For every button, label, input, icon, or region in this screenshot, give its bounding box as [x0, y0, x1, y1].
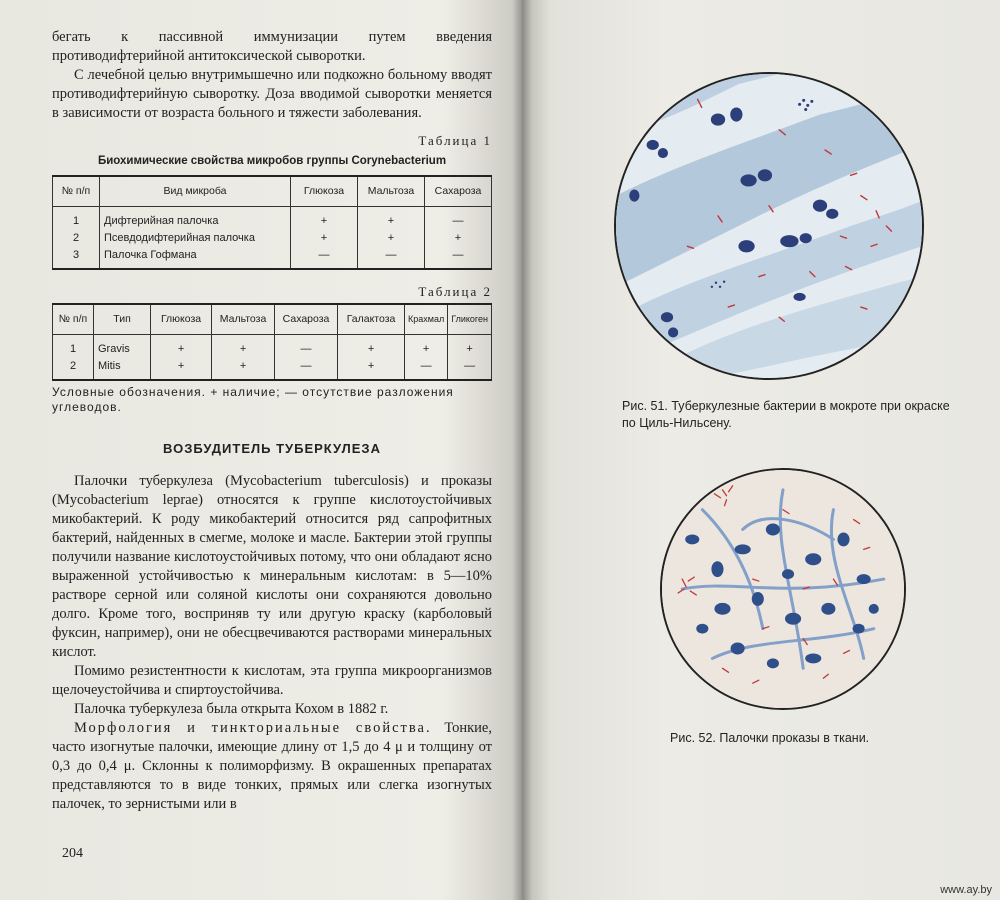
table-2-header: Гликоген — [448, 304, 492, 335]
paragraph-6-text: Тонкие, часто изогнутые палочки, имеющие длину от 1,5 до 4 μ и толщину от 0,3 до 0,4 μ. Склонны к полиморфизму. В окрашенных препаратах представляются то в виде тонких, прямых или слегка изогнутых палочек, то зернистыми или в — [52, 720, 492, 812]
table-cell: + — [212, 358, 275, 380]
table-1-header: Вид микроба — [100, 176, 291, 207]
table-row — [53, 230, 492, 247]
table-cell: + — [448, 335, 492, 359]
table-cell: — — [405, 358, 448, 380]
table-1-title: Биохимические свойства микробов группы Corynebacterium — [97, 155, 447, 167]
table-cell: Mitis — [94, 358, 151, 380]
paragraph-6-lead: Морфология и тинкториальные свойства. — [74, 720, 432, 736]
table-cell: — — [425, 207, 492, 231]
table-2-header: Тип — [94, 304, 151, 335]
table-2-header: Галактоза — [338, 304, 405, 335]
table-cell: — — [448, 358, 492, 380]
watermark: www.ay.by — [940, 884, 992, 896]
figure-51-caption: Рис. 51. Туберкулезные бактерии в мокроте при окраске по Циль-Нильсену. — [622, 399, 950, 430]
table-cell: — — [358, 247, 425, 269]
table-cell: 1 — [53, 335, 94, 359]
paragraph-2: С лечебной целью внутримышечно или подкожно больному вводят противодифтерийную сыворотку. Доза вводимой сыворотки меняется в зависимости от возраста больного и тяжести заболевания. — [52, 67, 492, 121]
table-cell: — — [291, 247, 358, 269]
table-cell: + — [358, 230, 425, 247]
figure-52-caption: Рис. 52. Палочки проказы в ткани. — [670, 731, 870, 745]
table-cell: Gravis — [94, 335, 151, 359]
table-2-header: Глюкоза — [151, 304, 212, 335]
table-cell: — — [275, 335, 338, 359]
table-cell: 1 — [53, 207, 100, 231]
page-number: 204 — [62, 846, 83, 861]
table-cell: + — [291, 207, 358, 231]
table-cell: Дифтерийная палочка — [100, 207, 291, 231]
table-cell: + — [338, 335, 405, 359]
table-cell: Псевдодифтерийная палочка — [100, 230, 291, 247]
table-1-header: Мальтоза — [358, 176, 425, 207]
table-2-header: № п/п — [53, 304, 94, 335]
paragraph-3: Палочки туберкулеза (Mycobacterium tuberculosis) и проказы (Mycobacterium leprae) относятся к группе кислотоустойчивых микобактерий. К роду микобактерий относится ряд сапрофитных бактерий, найденных в смегме, молоке и масле. Бактерии этой группы получили название кислотоустойчивых потому, что они обладают ясно выраженной устойчивостью к минеральным кислотам: в 5—10% растворе серной или соляной кислоты они сохраняются довольно долго. Кроме того, восприняв ту или другую краску (карболовый фуксин, например), они не обесцвечиваются растворами минеральных кислот. — [52, 473, 492, 660]
table-1-caption: Таблица 1 — [418, 133, 492, 148]
table-2 — [52, 303, 492, 381]
table-1-header: Сахароза — [425, 176, 492, 207]
table-cell: — — [425, 247, 492, 269]
table-cell: 2 — [53, 230, 100, 247]
paragraph-6 — [52, 719, 492, 814]
table-cell: + — [358, 207, 425, 231]
table-2-header: Крахмал — [405, 304, 448, 335]
table-2-header: Сахароза — [275, 304, 338, 335]
table-1 — [52, 175, 492, 270]
figure-52-illustration — [662, 470, 904, 708]
table-row — [53, 207, 492, 231]
section-heading: ВОЗБУДИТЕЛЬ ТУБЕРКУЛЕЗА — [163, 441, 381, 456]
table-cell: + — [405, 335, 448, 359]
table-1-header: № п/п — [53, 176, 100, 207]
table-row — [53, 358, 492, 380]
table-2-header: Мальтоза — [212, 304, 275, 335]
figure-51-micrograph — [614, 72, 924, 380]
table-2-caption: Таблица 2 — [418, 284, 492, 299]
table-cell: + — [291, 230, 358, 247]
left-page-text — [52, 28, 492, 814]
figure-52-micrograph — [660, 468, 906, 710]
right-page — [522, 0, 1000, 900]
table-cell: Палочка Гофмана — [100, 247, 291, 269]
table-cell: 2 — [53, 358, 94, 380]
table-cell: + — [338, 358, 405, 380]
figure-51-illustration — [616, 74, 922, 378]
table-cell: + — [151, 358, 212, 380]
book-gutter — [512, 0, 532, 900]
table-cell: + — [212, 335, 275, 359]
paragraph-4: Помимо резистентности к кислотам, эта группа микроорганизмов щелочеустойчива и спиртоустойчива. — [52, 663, 492, 698]
table-cell: — — [275, 358, 338, 380]
table-cell: + — [425, 230, 492, 247]
table-row — [53, 247, 492, 269]
paragraph-1: бегать к пассивной иммунизации путем введения противодифтерийной антитоксической сыворотки. — [52, 29, 492, 64]
table-cell: + — [151, 335, 212, 359]
paragraph-5: Палочка туберкулеза была открыта Кохом в 1882 г. — [74, 701, 389, 717]
legend-note: Условные обозначения. + наличие; — отсутствие разложения углеводов. — [52, 385, 454, 414]
table-cell: 3 — [53, 247, 100, 269]
table-row — [53, 335, 492, 359]
table-1-header: Глюкоза — [291, 176, 358, 207]
